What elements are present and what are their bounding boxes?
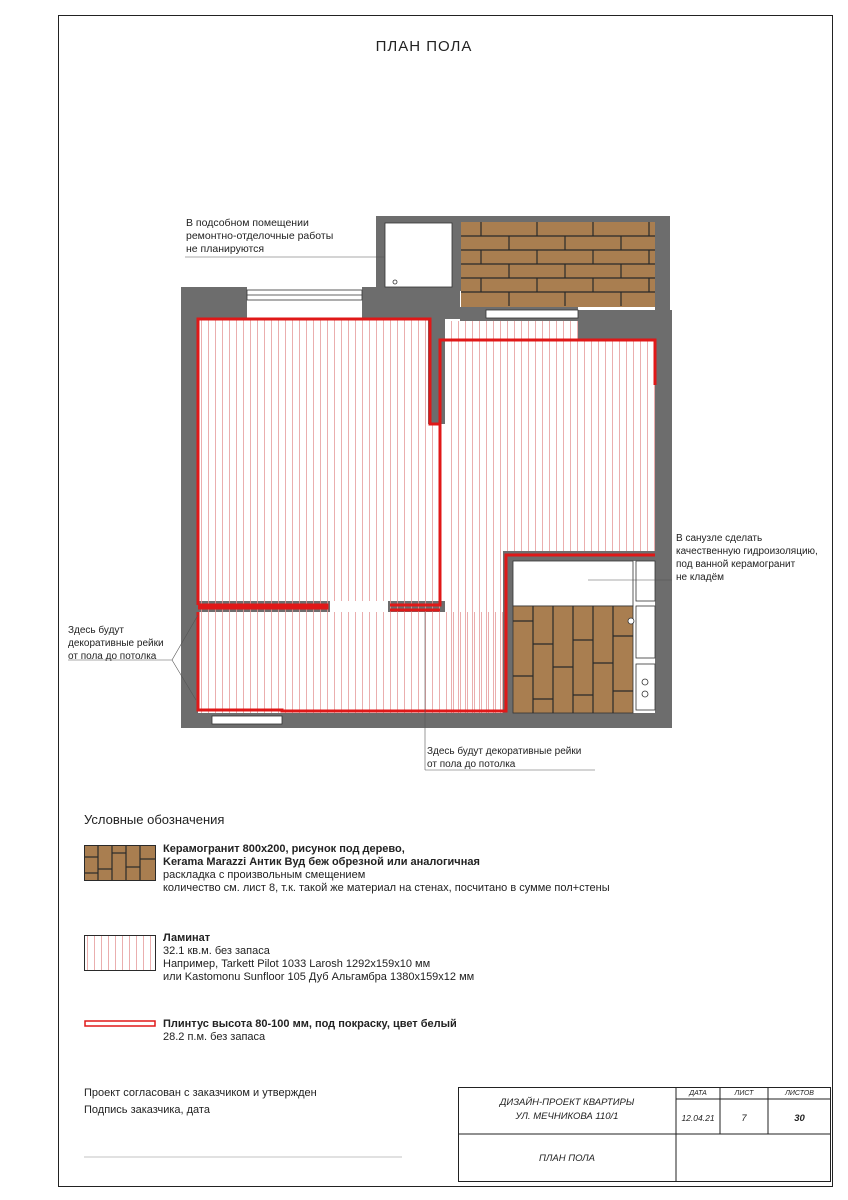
legend-text: или Kastomonu Sunfloor 105 Дуб Альгамбра 1380x159x12 мм xyxy=(163,971,475,983)
project-name-line2: УЛ. МЕЧНИКОВА 110/1 xyxy=(515,1111,619,1122)
legend-text: Керамогранит 800x200, рисунок под дерево, xyxy=(163,843,405,855)
storage-room xyxy=(385,223,452,287)
project-name-line1: ДИЗАЙН-ПРОЕКТ КВАРТИРЫ xyxy=(499,1097,635,1108)
legend-title: Условные обозначения xyxy=(84,812,225,827)
page-title: ПЛАН ПОЛА xyxy=(375,38,473,55)
title-block xyxy=(458,1087,831,1182)
note-line: от пола до потолка xyxy=(68,651,157,662)
note-line: под ванной керамогранит xyxy=(676,559,796,570)
note-line: от пола до потолка xyxy=(427,759,516,770)
note-line: В подсобном помещении xyxy=(186,217,309,229)
balcony-tile xyxy=(461,222,655,307)
note-line: Здесь будут декоративные рейки xyxy=(427,746,582,757)
date-value: 12.04.21 xyxy=(681,1113,715,1123)
legend-text: раскладка с произвольным смещением xyxy=(163,869,366,881)
approval-text: Проект согласован с заказчиком и утвержден xyxy=(84,1087,317,1099)
legend-text: 32.1 кв.м. без запаса xyxy=(163,945,270,957)
bathroom-note xyxy=(676,532,818,584)
legend-skirting xyxy=(163,1018,457,1044)
date-header: ДАТА xyxy=(689,1090,707,1097)
rails-left-note xyxy=(68,624,164,663)
legend-tile xyxy=(163,843,610,895)
legend-text: количество см. лист 8, т.к. такой же материал на стенах, посчитано в сумме пол+стены xyxy=(163,882,610,894)
sheet-header: ЛИСТ xyxy=(734,1090,754,1097)
legend-text: Kerama Marazzi Антик Вуд беж обрезной или аналогичная xyxy=(163,856,480,868)
drawing-name: ПЛАН ПОЛА xyxy=(538,1153,596,1164)
legend-laminate xyxy=(163,932,474,984)
legend-text: 28.2 п.м. без запаса xyxy=(163,1031,266,1043)
note-line: В санузле сделать xyxy=(676,533,763,544)
note-line: не кладём xyxy=(676,572,725,583)
legend-text: Например, Tarkett Pilot 1033 Larosh 1292x159x10 мм xyxy=(163,958,431,970)
bathroom xyxy=(513,561,655,713)
legend-text: Ламинат xyxy=(163,932,211,944)
tile-swatch xyxy=(84,845,156,881)
legend-text: Плинтус высота 80-100 мм, под покраску, цвет белый xyxy=(163,1018,457,1030)
signature-label: Подпись заказчика, дата xyxy=(84,1104,210,1116)
storage-note xyxy=(186,217,333,256)
note-line: декоративные рейки xyxy=(68,638,164,649)
note-line: Здесь будут xyxy=(68,625,125,636)
laminate-swatch xyxy=(84,935,156,971)
note-line: ремонтно-отделочные работы xyxy=(186,230,334,242)
note-line: качественную гидроизоляцию, xyxy=(676,546,818,557)
skirting-swatch xyxy=(84,1020,156,1028)
signature-line xyxy=(84,1156,404,1158)
sheets-value: 30 xyxy=(794,1113,805,1124)
sheet-value: 7 xyxy=(741,1113,747,1124)
rails-bottom-note xyxy=(427,745,581,771)
sheets-header: ЛИСТОВ xyxy=(785,1090,814,1097)
note-line: не планируются xyxy=(186,243,265,255)
